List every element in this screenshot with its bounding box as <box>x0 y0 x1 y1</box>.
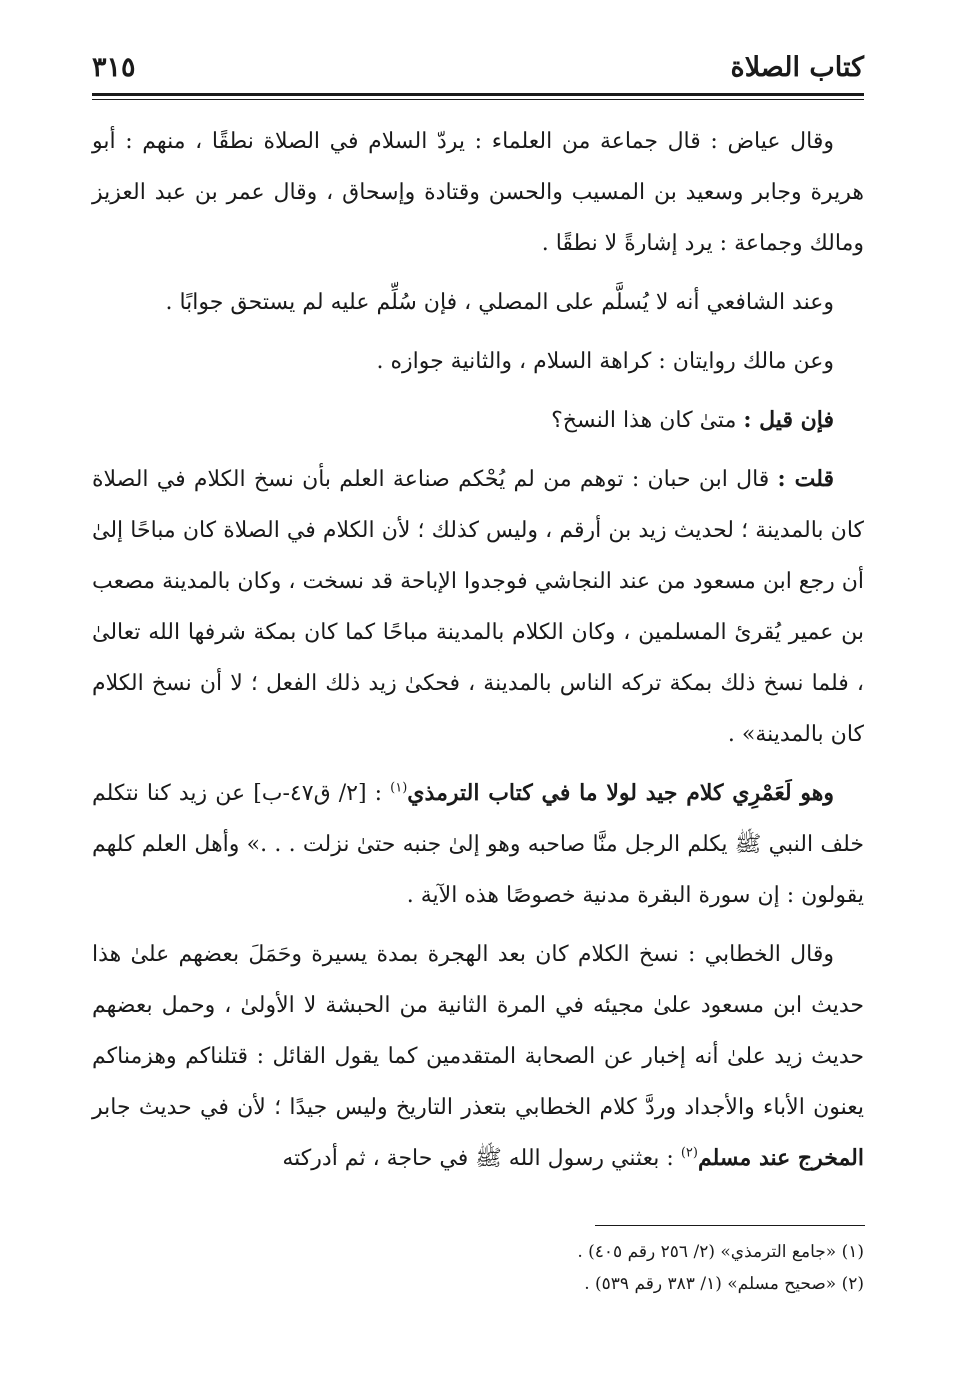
answer-lead: قلت : <box>777 466 834 492</box>
paragraph-7-text-2: : بعثني رسول الله ﷺ في حاجة ، ثم أدركته <box>282 1146 681 1171</box>
paragraph-5 <box>92 454 864 760</box>
page-header <box>92 42 864 90</box>
paragraph-4-text: متىٰ كان هذا النسخ؟ <box>551 408 744 433</box>
footnote-ref-2[interactable]: (٢) <box>680 1145 698 1161</box>
body-text <box>92 116 864 1192</box>
header-rule-thick <box>92 93 864 96</box>
paragraph-1: وقال عياض : قال جماعة من العلماء : يردّ السلام في الصلاة نطقًا ، منهم : أبو هريرة وجابر وسعيد بن المسيب والحسن وقتادة وإسحاق ، وقال عمر بن عبد العزيز ومالك وجماعة : يرد إشارةً لا نطقًا . <box>92 129 864 256</box>
paragraph-5-text: قال ابن حبان : توهم من لم يُحْكم صناعة العلم بأن نسخ الكلام في الصلاة كان بالمدينة ؛ لحديث زيد بن أرقم ، وليس كذلك ؛ لأن الكلام في الصلاة كان مباحًا إلىٰ أن رجع ابن مسعود من عند النجاشي فوجدوا الإباحة قد نسخت ، وكان بالمدينة مصعب بن عمير يُقرئ المسلمين ، وكان الكلام بالمدينة مباحًا كما كان بمكة شرفها الله تعالىٰ ، فلما نسخ ذلك بمكة تركه الناس بالمدينة ، فحكىٰ زيد ذلك الفعل ؛ لا أن نسخ الكلام كان بالمدينة» . <box>92 467 864 747</box>
footnote-ref-1[interactable]: (١) <box>390 780 408 796</box>
paragraph-6 <box>92 768 864 921</box>
footnote-1: (١) «جامع الترمذي» (٢/ ٢٥٦ رقم ٤٠٥) . <box>577 1242 864 1262</box>
paragraph-7-bold: المخرج عند مسلم <box>697 1145 864 1171</box>
paragraph-3: وعن مالك روايتان : كراهة السلام ، والثانية جوازه . <box>376 349 834 374</box>
paragraph-6-text: : [٢/ ق٤٧-ب] عن زيد كنا نتكلم خلف النبي ﷺ يكلم الرجل منَّا صاحبه وهو إلىٰ جنبه حتىٰ نزلت . . .» وأهل العلم كلهم يقولون : إن سورة البقرة مدنية خصوصًا هذه الآية . <box>92 781 864 908</box>
paragraph-7-text: وقال الخطابي : نسخ الكلام كان بعد الهجرة بمدة يسيرة وحَمَلَ بعضهم علىٰ هذا حديث ابن مسعود علىٰ مجيئه في المرة الثانية من الحبشة لا الأولىٰ ، وحمل بعضهم حديث زيد علىٰ أنه إخبار عن الصحابة المتقدمين كما يقول القائل : قتلناكم وهزمناكم يعنون الأباء والأجداد وردَّ كلام الخطابي بتعذر التاريخ وليس جيدًا ؛ لأن في حديث جابر <box>92 942 865 1120</box>
footnotes <box>92 1236 864 1300</box>
paragraph-6-bold: وهو لَعَمْرِي كلام جيد لولا ما في كتاب الترمذي <box>407 780 834 806</box>
paragraph-4 <box>92 395 864 446</box>
paragraph-7 <box>92 929 864 1184</box>
header-rule-thin <box>92 99 864 100</box>
question-lead: فإن قيل : <box>743 407 834 433</box>
footnote-2: (٢) «صحيح مسلم» (١/ ٣٨٣ رقم ٥٣٩) . <box>584 1274 864 1294</box>
footnote-rule <box>595 1225 865 1226</box>
paragraph-2: وعند الشافعي أنه لا يُسلَّم على المصلي ، فإن سُلِّم عليه لم يستحق جوابًا . <box>165 290 834 315</box>
page-number: ٣١٥ <box>92 52 136 83</box>
running-title: كتاب الصلاة <box>730 52 864 83</box>
